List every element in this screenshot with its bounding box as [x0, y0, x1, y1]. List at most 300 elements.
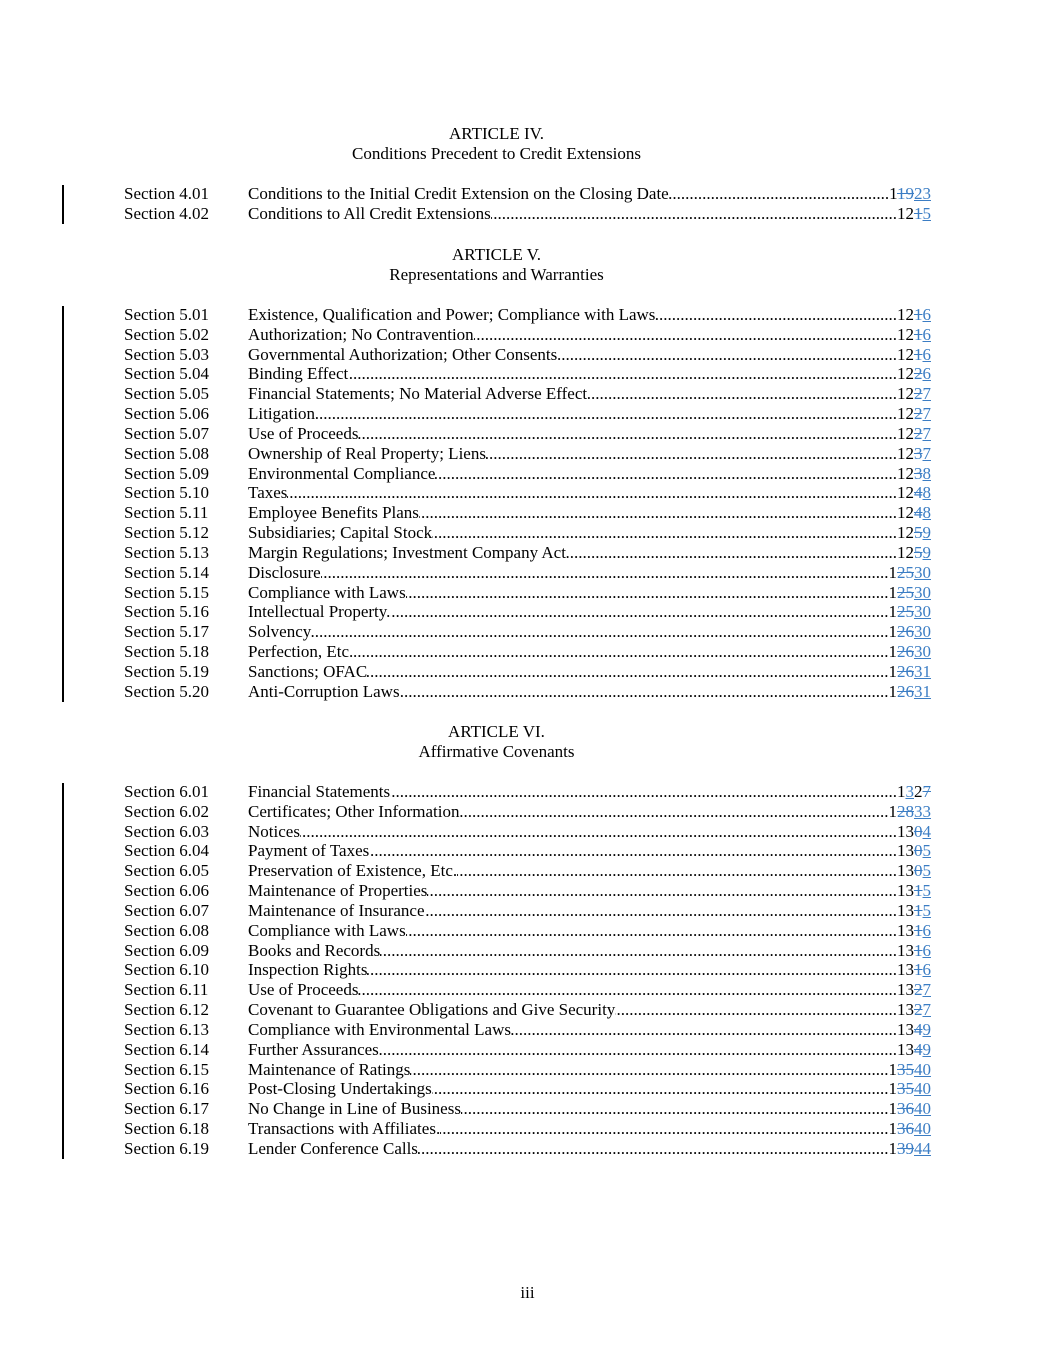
section-title: Employee Benefits Plans — [248, 503, 419, 523]
page-number — [897, 523, 931, 543]
deleted-page-digits: 0 — [914, 821, 923, 841]
page-number — [897, 881, 931, 901]
dot-leader — [300, 822, 897, 842]
deleted-page-digits: 1 — [914, 203, 923, 223]
section-number: Section 5.13 — [124, 542, 209, 562]
inserted-page-digits: 6 — [922, 920, 931, 940]
toc-entry[interactable] — [62, 1119, 931, 1139]
deleted-page-digits: 1 — [914, 940, 923, 960]
page-digits: 12 — [897, 305, 914, 324]
deleted-page-digits: 25 — [897, 562, 914, 582]
deleted-page-digits: 1 — [914, 920, 923, 940]
deleted-page-digits: 26 — [897, 622, 914, 642]
dot-leader — [587, 384, 897, 404]
section-number: Section 6.18 — [124, 1119, 209, 1139]
deleted-page-digits: 4 — [914, 503, 923, 523]
page-number — [889, 184, 931, 204]
section-number: Section 6.13 — [124, 1019, 209, 1039]
section-title: Ownership of Real Property; Liens — [248, 443, 486, 463]
page-number — [897, 901, 931, 921]
section-number: Section 5.01 — [124, 305, 209, 324]
toc-entry[interactable] — [62, 822, 931, 842]
page-number — [897, 364, 931, 384]
page-digits: 12 — [897, 203, 914, 223]
page-number — [897, 822, 931, 842]
dot-leader — [380, 941, 897, 961]
page-number — [897, 941, 931, 961]
inserted-page-digits: 7 — [922, 423, 931, 443]
page-number — [889, 642, 932, 662]
toc-entry[interactable] — [62, 1060, 931, 1080]
page-number — [897, 1000, 931, 1020]
inserted-page-digits: 7 — [922, 980, 931, 1000]
toc-entry[interactable] — [62, 1139, 931, 1159]
inserted-page-digits: 30 — [914, 582, 931, 602]
page-number — [897, 980, 931, 1000]
toc-entry[interactable] — [62, 960, 931, 980]
dot-leader — [315, 404, 897, 424]
page-number — [897, 841, 931, 861]
section-number: Section 6.06 — [124, 881, 209, 901]
section-title: Margin Regulations; Investment Company Act — [248, 542, 566, 562]
dot-leader — [427, 881, 897, 901]
page-digits: 13 — [897, 900, 914, 920]
deleted-page-digits: 25 — [897, 602, 914, 622]
deleted-page-digits: 4 — [914, 483, 923, 503]
toc-entry[interactable] — [62, 682, 931, 702]
page-number — [889, 583, 932, 603]
toc-entry[interactable] — [62, 901, 931, 921]
section-number: Section 5.10 — [124, 483, 209, 503]
dot-leader — [418, 1139, 889, 1159]
dot-leader — [287, 483, 897, 503]
deleted-page-digits: 1 — [914, 900, 923, 920]
toc-entry[interactable] — [62, 1020, 931, 1040]
toc-entry[interactable] — [62, 204, 931, 224]
dot-leader — [390, 602, 888, 622]
deleted-page-digits: 1 — [914, 305, 923, 324]
inserted-page-digits: 7 — [922, 404, 931, 424]
section-number: Section 5.04 — [124, 364, 209, 384]
article-heading — [62, 722, 931, 762]
section-title: Environmental Compliance — [248, 463, 436, 483]
page-number — [897, 204, 931, 224]
deleted-page-digits: 36 — [897, 1119, 914, 1139]
section-number: Section 5.17 — [124, 622, 209, 642]
page-digits: 12 — [897, 483, 914, 503]
inserted-page-digits: 7 — [922, 1000, 931, 1020]
page-digits: 12 — [897, 523, 914, 543]
page-digits: 1 — [888, 582, 897, 602]
section-title: Certificates; Other Information — [248, 801, 460, 821]
deleted-page-digits: 1 — [914, 344, 923, 364]
toc-entry[interactable] — [62, 364, 931, 384]
page-number — [897, 503, 931, 523]
page-digits: 13 — [897, 940, 914, 960]
page-digits: 13 — [897, 980, 914, 1000]
toc-entry[interactable] — [62, 384, 931, 404]
article-number: ARTICLE VI. — [448, 722, 545, 741]
dot-leader — [367, 662, 888, 682]
deleted-page-digits: 7 — [922, 782, 931, 801]
toc-entry[interactable] — [62, 345, 931, 365]
page-number — [889, 1119, 932, 1139]
dot-leader — [358, 424, 897, 444]
page-digits: 12 — [897, 423, 914, 443]
section-number: Section 5.06 — [124, 404, 209, 424]
page-digits: 1 — [888, 1119, 897, 1139]
toc-entry[interactable] — [62, 583, 931, 603]
inserted-page-digits: 8 — [922, 483, 931, 503]
page-digits: 1 — [897, 782, 906, 801]
article-title: Representations and Warranties — [389, 264, 604, 284]
deleted-page-digits: 19 — [897, 184, 914, 203]
inserted-page-digits: 5 — [922, 203, 931, 223]
toc-entry[interactable] — [62, 662, 931, 682]
dot-leader — [457, 861, 897, 881]
page-digits: 1 — [888, 1138, 897, 1158]
inserted-page-digits: 40 — [914, 1119, 931, 1139]
toc-entry[interactable] — [62, 622, 931, 642]
page-digits: 1 — [888, 1079, 897, 1099]
inserted-page-digits: 23 — [914, 184, 931, 203]
inserted-page-digits: 44 — [914, 1138, 931, 1158]
inserted-page-digits: 9 — [922, 542, 931, 562]
dot-leader — [419, 503, 897, 523]
page-number — [897, 305, 931, 325]
page-digits: 12 — [897, 384, 914, 404]
page-digits: 1 — [888, 681, 897, 701]
article-number: ARTICLE IV. — [449, 124, 544, 143]
dot-leader — [655, 305, 897, 325]
section-number: Section 5.09 — [124, 463, 209, 483]
toc-entry[interactable] — [62, 1000, 931, 1020]
section-number: Section 4.02 — [124, 203, 209, 223]
dot-leader — [669, 184, 889, 204]
section-number: Section 5.11 — [124, 503, 209, 523]
page-digits: 1 — [888, 602, 897, 622]
dot-leader — [358, 980, 897, 1000]
section-title: Solvency — [248, 622, 312, 642]
inserted-page-digits: 6 — [922, 305, 931, 324]
section-number: Section 6.15 — [124, 1059, 209, 1079]
dot-leader — [369, 841, 897, 861]
deleted-page-digits: 26 — [897, 642, 914, 662]
dot-leader — [566, 543, 897, 563]
deleted-page-digits: 2 — [914, 1000, 923, 1020]
dot-leader — [461, 1099, 889, 1119]
section-title: Binding Effect — [248, 364, 349, 384]
page-digits: 12 — [897, 463, 914, 483]
dot-leader — [425, 901, 897, 921]
section-number: Section 5.12 — [124, 523, 209, 543]
dot-leader — [400, 682, 889, 702]
toc-section-list — [62, 782, 931, 1159]
section-number: Section 5.14 — [124, 562, 209, 582]
deleted-page-digits: 36 — [897, 1099, 914, 1119]
dot-leader — [410, 1060, 888, 1080]
dot-leader — [486, 444, 897, 464]
toc-entry[interactable] — [62, 184, 931, 204]
page-number — [897, 861, 931, 881]
inserted-page-digits: 8 — [922, 503, 931, 523]
toc-entry[interactable] — [62, 802, 931, 822]
page-digits: 12 — [897, 364, 914, 384]
toc-entry[interactable] — [62, 881, 931, 901]
dot-leader — [321, 563, 889, 583]
article-title: Affirmative Covenants — [418, 741, 575, 761]
page-number — [897, 345, 931, 365]
toc-entry[interactable] — [62, 464, 931, 484]
page-digits: 12 — [897, 542, 914, 562]
section-title: Perfection, Etc. — [248, 642, 354, 662]
deleted-page-digits: 26 — [897, 681, 914, 701]
inserted-page-digits: 30 — [914, 602, 931, 622]
page-digits: 13 — [897, 861, 914, 881]
inserted-page-digits: 31 — [914, 661, 931, 681]
section-title: Compliance with Laws — [248, 920, 406, 940]
section-title: Post-Closing Undertakings — [248, 1079, 432, 1099]
section-number: Section 6.11 — [124, 980, 209, 1000]
dot-leader — [459, 802, 888, 822]
section-number: Section 6.08 — [124, 920, 209, 940]
section-number: Section 5.07 — [124, 423, 209, 443]
page-digits: 13 — [897, 920, 914, 940]
inserted-page-digits: 5 — [922, 841, 931, 861]
section-title: Conditions to the Initial Credit Extension on the Closing Date — [248, 184, 669, 203]
section-title: Anti-Corruption Laws — [248, 681, 400, 701]
section-title: Governmental Authorization; Other Consents — [248, 344, 558, 364]
deleted-page-digits: 5 — [914, 523, 923, 543]
inserted-page-digits: 40 — [914, 1079, 931, 1099]
page-number — [897, 543, 931, 563]
section-title: Payment of Taxes — [248, 841, 370, 861]
deleted-page-digits: 3 — [914, 443, 923, 463]
page-number — [889, 622, 932, 642]
toc-entry[interactable] — [62, 941, 931, 961]
toc-entry[interactable] — [62, 1040, 931, 1060]
deleted-page-digits: 2 — [914, 404, 923, 424]
deleted-page-digits: 2 — [914, 980, 923, 1000]
section-title: Books and Records — [248, 940, 381, 960]
page-number — [889, 563, 932, 583]
toc-entry[interactable] — [62, 563, 931, 583]
section-title: Taxes — [248, 483, 288, 503]
page-number — [889, 1060, 932, 1080]
dot-leader — [406, 583, 889, 603]
section-number: Section 6.07 — [124, 900, 209, 920]
section-title: No Change in Line of Business — [248, 1099, 461, 1119]
page-digits: 13 — [897, 960, 914, 980]
section-title: Covenant to Guarantee Obligations and Give Security — [248, 1000, 616, 1020]
deleted-page-digits: 2 — [914, 364, 923, 384]
inserted-page-digits: 9 — [922, 523, 931, 543]
page-number — [889, 1099, 932, 1119]
toc-entry[interactable] — [62, 861, 931, 881]
page-digits: 1 — [888, 661, 897, 681]
section-title: Litigation — [248, 404, 316, 424]
inserted-page-digits: 30 — [914, 562, 931, 582]
page-digits: 13 — [897, 1039, 914, 1059]
section-number: Section 4.01 — [124, 184, 209, 203]
page-digits: 13 — [897, 1019, 914, 1039]
toc-entry[interactable] — [62, 404, 931, 424]
section-title: Use of Proceeds — [248, 980, 359, 1000]
toc-entry[interactable] — [62, 602, 931, 622]
page-number — [889, 1139, 932, 1159]
inserted-page-digits: 6 — [922, 960, 931, 980]
inserted-page-digits: 6 — [922, 940, 931, 960]
dot-leader — [311, 622, 888, 642]
toc-entry[interactable] — [62, 444, 931, 464]
dot-leader — [474, 325, 897, 345]
section-title: Lender Conference Calls — [248, 1138, 418, 1158]
page-number — [897, 1020, 931, 1040]
section-number: Section 6.05 — [124, 861, 209, 881]
page-number — [897, 444, 931, 464]
section-title: Maintenance of Insurance — [248, 900, 425, 920]
page-footer-number: iii — [520, 1283, 535, 1302]
page-digits: 1 — [888, 801, 897, 821]
page-number — [897, 464, 931, 484]
section-number: Section 5.20 — [124, 681, 209, 701]
deleted-page-digits: 28 — [897, 801, 914, 821]
section-number: Section 5.19 — [124, 661, 209, 681]
section-title: Preservation of Existence, Etc. — [248, 861, 458, 881]
deleted-page-digits: 2 — [914, 384, 923, 404]
deleted-page-digits: 26 — [897, 661, 914, 681]
page-number — [889, 662, 932, 682]
section-title: Inspection Rights — [248, 960, 368, 980]
article-title: Conditions Precedent to Credit Extensions — [352, 143, 641, 163]
toc-entry[interactable] — [62, 424, 931, 444]
section-title: Maintenance of Ratings — [248, 1059, 411, 1079]
deleted-page-digits: 25 — [897, 582, 914, 602]
page-digits: 12 — [897, 344, 914, 364]
section-number: Section 6.04 — [124, 841, 209, 861]
page-number — [889, 602, 932, 622]
toc-entry[interactable] — [62, 782, 931, 802]
deleted-page-digits: 3 — [914, 463, 923, 483]
inserted-page-digits: 5 — [922, 861, 931, 881]
inserted-page-digits: 40 — [914, 1059, 931, 1079]
section-title: Authorization; No Contravention — [248, 324, 474, 344]
section-number: Section 6.19 — [124, 1138, 209, 1158]
section-title: Conditions to All Credit Extensions — [248, 203, 491, 223]
inserted-page-digits: 5 — [922, 881, 931, 901]
section-title: Existence, Qualification and Power; Compliance with Laws — [248, 305, 656, 324]
page-digits: 12 — [897, 404, 914, 424]
page-digits: 1 — [888, 1059, 897, 1079]
section-title: Financial Statements — [248, 782, 391, 801]
page-number — [897, 921, 931, 941]
toc-entry[interactable] — [62, 523, 931, 543]
page-number — [889, 802, 932, 822]
inserted-page-digits: 9 — [922, 1039, 931, 1059]
toc-entry[interactable] — [62, 483, 931, 503]
deleted-page-digits: 39 — [897, 1138, 914, 1158]
section-number: Section 6.02 — [124, 801, 209, 821]
inserted-page-digits: 5 — [922, 900, 931, 920]
section-title: Use of Proceeds — [248, 423, 359, 443]
deleted-page-digits: 35 — [897, 1059, 914, 1079]
page-digits: 13 — [897, 841, 914, 861]
inserted-page-digits: 31 — [914, 681, 931, 701]
page-digits: 2 — [914, 782, 923, 801]
page-number — [897, 960, 931, 980]
toc-entry[interactable] — [62, 543, 931, 563]
page-digits: 1 — [888, 642, 897, 662]
dot-leader — [432, 1079, 889, 1099]
deleted-page-digits: 4 — [914, 1039, 923, 1059]
section-number: Section 6.12 — [124, 1000, 209, 1020]
section-number: Section 6.14 — [124, 1039, 209, 1059]
section-number: Section 5.02 — [124, 324, 209, 344]
inserted-page-digits: 8 — [922, 463, 931, 483]
inserted-page-digits: 7 — [922, 384, 931, 404]
dot-leader — [491, 204, 897, 224]
section-number: Section 6.10 — [124, 960, 209, 980]
toc-entry[interactable] — [62, 921, 931, 941]
section-title: Further Assurances — [248, 1039, 379, 1059]
toc-entry[interactable] — [62, 1079, 931, 1099]
section-number: Section 5.08 — [124, 443, 209, 463]
page-digits: 1 — [888, 1099, 897, 1119]
inserted-page-digits: 4 — [922, 821, 931, 841]
page-digits: 1 — [889, 184, 897, 203]
deleted-page-digits: 0 — [914, 861, 923, 881]
dot-leader — [511, 1020, 897, 1040]
section-number: Section 5.15 — [124, 582, 209, 602]
section-number: Section 6.03 — [124, 821, 209, 841]
section-title: Compliance with Environmental Laws — [248, 1019, 511, 1039]
dot-leader — [432, 523, 897, 543]
section-title: Notices — [248, 821, 300, 841]
inserted-page-digits: 3 — [905, 782, 914, 801]
section-title: Maintenance of Properties — [248, 881, 428, 901]
inserted-page-digits: 30 — [914, 622, 931, 642]
deleted-page-digits: 5 — [914, 542, 923, 562]
dot-leader — [557, 345, 897, 365]
toc-entry[interactable] — [62, 841, 931, 861]
page-digits: 13 — [897, 821, 914, 841]
dot-leader — [367, 960, 897, 980]
toc-entry[interactable] — [62, 305, 931, 325]
dot-leader — [379, 1040, 897, 1060]
toc-entry[interactable] — [62, 503, 931, 523]
section-title: Compliance with Laws — [248, 582, 406, 602]
deleted-page-digits: 0 — [914, 841, 923, 861]
page-number — [897, 483, 931, 503]
article-number: ARTICLE V. — [451, 245, 542, 264]
section-number: Section 6.01 — [124, 782, 209, 801]
toc-entry[interactable] — [62, 1099, 931, 1119]
page-number — [897, 404, 931, 424]
toc-entry[interactable] — [62, 642, 931, 662]
revision-change-bar — [62, 783, 64, 1159]
page-digits: 12 — [897, 503, 914, 523]
revision-change-bar — [62, 306, 64, 702]
toc-entry[interactable] — [62, 980, 931, 1000]
dot-leader — [406, 921, 897, 941]
deleted-page-digits: 1 — [914, 960, 923, 980]
inserted-page-digits: 6 — [922, 344, 931, 364]
section-number: Section 5.18 — [124, 642, 209, 662]
deleted-page-digits: 1 — [914, 324, 923, 344]
page-number — [889, 682, 932, 702]
toc-entry[interactable] — [62, 325, 931, 345]
page-number — [889, 1079, 932, 1099]
